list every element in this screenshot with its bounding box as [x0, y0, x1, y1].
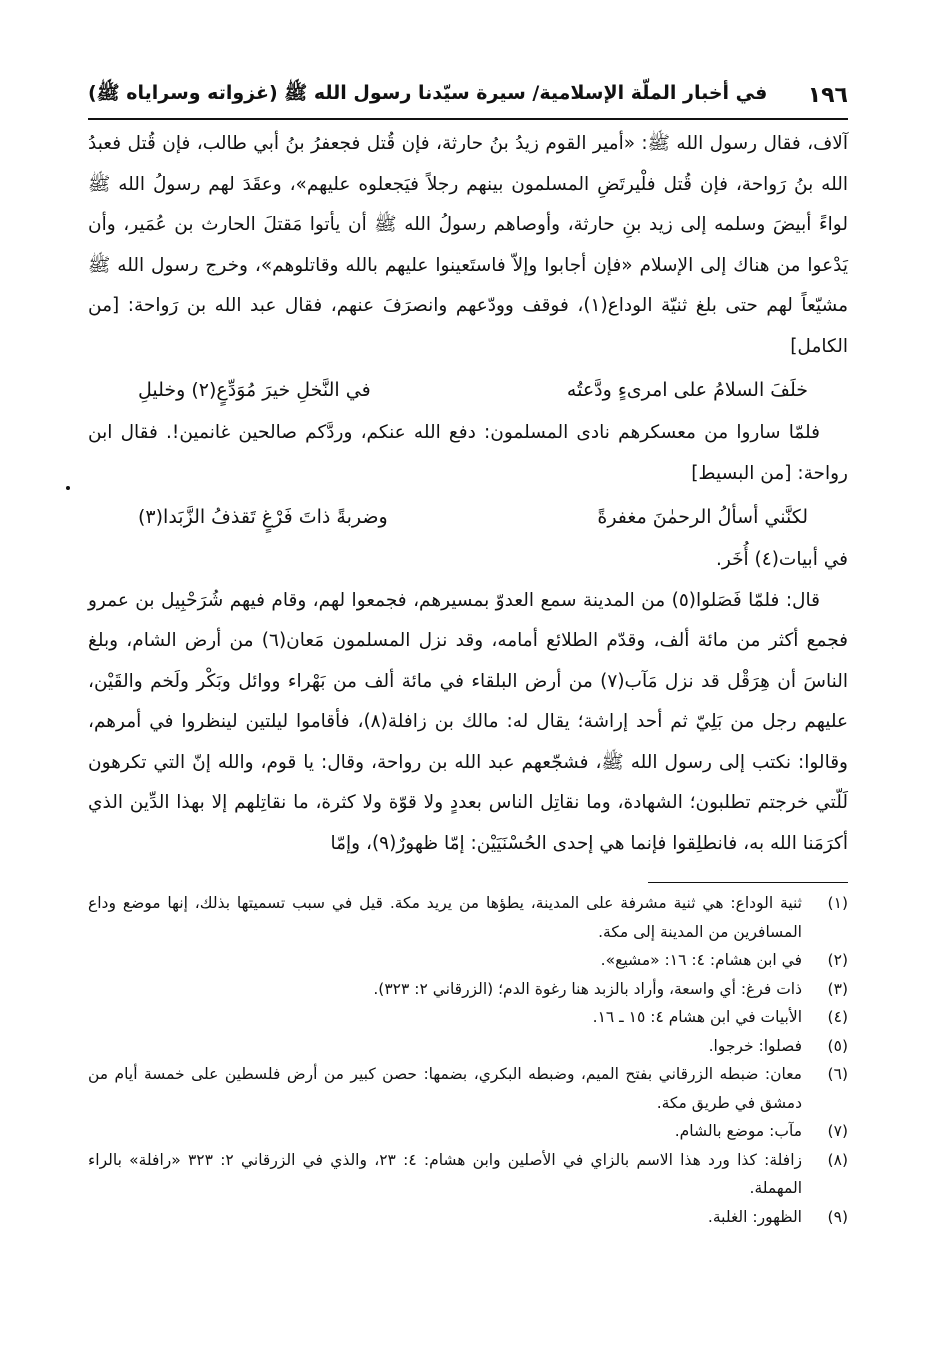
footnote-separator	[648, 882, 848, 883]
footnote-text: في ابن هشام: ٤: ١٦: «مشيع».	[600, 951, 802, 969]
footnotes	[88, 889, 848, 1231]
footnote-number: (٦)	[827, 1065, 848, 1083]
ink-speck	[66, 486, 70, 490]
header-rule	[88, 118, 848, 120]
footnote-number: (٧)	[827, 1122, 848, 1140]
footnote-number: (٢)	[827, 951, 848, 969]
page-number: ١٩٦	[807, 82, 848, 108]
footnote-number: (٣)	[827, 979, 848, 998]
paragraph: آلاف، فقال رسول الله ﷺ: «أمير القوم زيدُ بنُ حارثة، فإن قُتل فجعفرُ بنُ أبي طالب، فإن قُتل فعبدُ الله بنُ رَواحة، فإن قُتل فلْيرتَضِ المسلمون بينهم رجلاً فيَجعلوه عليهم»، وعقَدَ لهم رسولُ الله ﷺ لواءً أبيضَ وسلمه إلى زيد بنِ حارثة، وأوصاهم رسولُ الله ﷺ أن يأتوا مَقتلَ الحارث بن عُمَير، وأن يَدْعوا من هناك إلى الإسلام «فإن أجابوا وإلاّ فاستَعينوا عليهم بالله وقاتلوهم»، وخرج رسول الله ﷺ مشيّعاً لهم حتى بلغ ثنيّة الوداع(١)، فوقف وودّعهم وانصرَفَ عنهم، فقال عبد الله بن رَواحة: [من الكامل]	[88, 133, 848, 357]
footnote	[88, 1032, 848, 1061]
main-text	[88, 124, 848, 864]
paragraph: في أبيات(٤) أُخَر.	[716, 549, 848, 570]
running-title: في أخبار الملّة الإسلامية/ سيرة سيّدنا رسول الله ﷺ (غزواته وسراياه ﷺ)	[88, 82, 768, 104]
footnote-number: (٨)	[827, 1150, 848, 1169]
paragraph: فلمّا ساروا من معسكرهم نادى المسلمون: دفع الله عنكم، وردَّكم صالحين غانمين!. فقال ابن رواحة: [من البسيط]	[88, 422, 848, 484]
footnote	[88, 1203, 848, 1232]
footnote-text: ذات فرغ: أي واسعة، وأراد بالزبد هنا رغوة الدم؛ (الزرقاني ٢: ٣٢٣).	[373, 979, 802, 998]
footnote	[88, 1117, 848, 1146]
verse-second-hemistich: في النَّخلِ خيرَ مُوَدِّعٍ(٢) وخليلِ	[138, 379, 371, 401]
footnote-text: مآب: موضع بالشام.	[674, 1122, 802, 1140]
verse-second-hemistich: وضربةً ذاتَ فَرْغٍ تَقذفُ الزَّبَدا(٣)	[138, 506, 388, 528]
verse-first-hemistich: لكنَّني أسألُ الرحمٰنَ مغفرةً	[597, 506, 808, 528]
footnote	[88, 1003, 848, 1032]
page-header	[88, 78, 848, 112]
verse-first-hemistich: خلَفَ السلامُ على امرىءٍ ودَّعتُه	[566, 379, 808, 401]
footnote-text: الأبيات في ابن هشام ٤: ١٥ ـ ١٦.	[592, 1008, 802, 1026]
footnote-text: معان: ضبطه الزرقاني بفتح الميم، وضبطه البكري، بضمها: حصن كبير من أرض فلسطين على خمسة أيام من دمشق في طريق مكة.	[88, 1065, 802, 1112]
footnote	[88, 1060, 848, 1117]
footnote-number: (٥)	[827, 1036, 848, 1055]
footnote-number: (٩)	[827, 1207, 848, 1226]
footnote-number: (٤)	[827, 1008, 848, 1026]
footnote-text: زافلة: كذا ورد هذا الاسم بالزاي في الأصلين وابن هشام: ٤: ٢٣، والذي في الزرقاني ٢: ٣٢٣ «رافلة» بالراء المهملة.	[88, 1150, 802, 1197]
poem-verse	[88, 367, 848, 413]
paragraph: قال: فلمّا فَصَلوا(٥) من المدينة سمع العدوّ بمسيرهم، فجمعوا لهم، وقام فيهم شُرَحْبِيل بن عمرو فجمع أكثر من مائة ألف، وقدّم الطلائع أمامه، وقد نزل المسلمون مَعان(٦) من أرض الشام، وبلغ الناسَ أن هِرَقْل قد نزل مَآب(٧) من أرض البلقاء في مائة ألف من بَهْراء ووائل وبَكْر ولَخم والقَيْن، عليهم رجل من بَلِيّ ثم أحد إراشة؛ يقال له: مالك بن زافلة(٨)، فأقاموا ليلتين لينظروا في أمرهم، وقالوا: نكتب إلى رسول الله ﷺ، فشجّعهم عبد الله بن رواحة، وقال: يا قوم، والله إنّ التي تكرهون لَلّتي خرجتم تطلبون؛ الشهادة، وما نقاتِل الناس بعددٍ ولا قوّة ولا كثرة، ما نقاتِلهم إلا بهذا الدِّين الذي أكرَمَنا الله به، فانطلِقوا فإنما هي إحدى الحُسْنَيَيْن: إمّا ظهورٌ(٩)، وإمّا	[88, 589, 848, 854]
footnote	[88, 889, 848, 946]
footnote-text: ثنية الوداع: هي ثنية مشرفة على المدينة، يطؤها من يريد مكة. قيل في سبب تسميتها بذلك، إنها موضع وداع المسافرين من المدينة إلى مكة.	[88, 894, 802, 941]
poem-verse	[88, 494, 848, 540]
footnote-number: (١)	[827, 894, 848, 912]
footnote	[88, 946, 848, 975]
footnote	[88, 1146, 848, 1203]
book-page	[88, 78, 848, 1338]
footnote-text: فصلوا: خرجوا.	[708, 1036, 802, 1055]
footnote-text: الظهور: الغلبة.	[707, 1207, 802, 1226]
footnote	[88, 975, 848, 1004]
